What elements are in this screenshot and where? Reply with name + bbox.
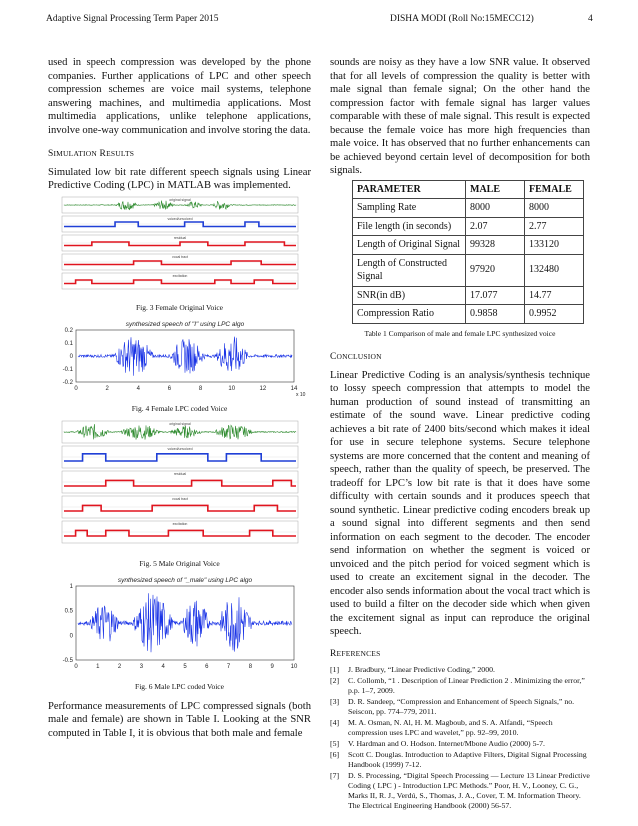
figure-3-female-original (48, 195, 311, 315)
section-heading-simulation-results: SIMULATION RESULTS (48, 149, 135, 159)
panel-label: residual (173, 235, 187, 240)
table-header-cell: FEMALE (525, 180, 584, 199)
table-cell: 8000 (466, 199, 525, 218)
x-tick-label: 8 (248, 663, 253, 670)
x-tick-label: 9 (270, 663, 274, 670)
figure-6-caption: Fig. 6 Male LPC coded Voice (135, 682, 224, 691)
x-tick-label: 4 (161, 663, 165, 670)
section-heading-references: REFERENCES (330, 648, 381, 659)
x-tick-label: 0 (74, 663, 78, 670)
y-tick-label: 0 (69, 632, 73, 639)
reference-item: [7] D. S. Processing, “Digital Speech Processing — Lecture 13 Linear Predictive Coding ( LPC ) - Introduction LPC Methods.” Poor, H. V., Looney, C. G., Marks II, R. J., Verdú, S., Thomas, J. A., Cover, T. M. Information Theory. The Electrical Engineering Handbook (2000) 56-57. (330, 771, 590, 810)
table-cell: Sampling Rate (353, 199, 466, 218)
table-header-cell: MALE (466, 180, 525, 199)
y-tick-label: 0.2 (64, 327, 73, 334)
table-cell: 132480 (525, 254, 584, 286)
table-cell: SNR(in dB) (353, 286, 466, 305)
reference-item: [2] C. Collomb, “1 . Description of Linear Prediction 2 . Minimizing the error,” p.p. 1–7, 2009. (330, 676, 585, 695)
left-column (48, 56, 311, 746)
figure-3-plot (48, 195, 311, 295)
y-tick-label: 0.5 (64, 608, 73, 615)
x-tick-label: 14 (290, 385, 298, 392)
figure-6-male-lpc (48, 574, 311, 694)
table-cell: 97920 (466, 254, 525, 286)
x-axis-exponent: x 10 (296, 391, 306, 396)
panel-label: original signal (169, 197, 191, 202)
y-tick-label: 0 (69, 353, 73, 360)
plot-title: synthesized speech of "_male" using LPC algo (117, 576, 253, 584)
table-cell: Compression Ratio (353, 305, 466, 324)
x-tick-label: 6 (167, 385, 172, 392)
intro-paragraph: used in speech compression was developed by the phone companies. Further applications of LPC and other speech compression schemes are voice mail systems, telephone answering machines, and multimedia applications. Most multimedia applications, unlike telephone applications, involve one-way communication and involve storing the data. (48, 57, 311, 136)
page-number: 4 (588, 14, 593, 24)
panel-label: original signal (169, 421, 191, 426)
figure-4-plot (48, 318, 311, 396)
table-row (353, 199, 584, 218)
table-caption: Table 1 Comparison of male and female LPC synthesized voice (364, 328, 556, 338)
figure-6-plot (48, 574, 311, 674)
table-cell: 2.77 (525, 217, 584, 236)
table-row (353, 236, 584, 255)
panel-label: excitation (172, 273, 188, 278)
x-tick-label: 10 (290, 663, 298, 670)
table-cell: 99328 (466, 236, 525, 255)
conclusion-paragraph: Linear Predictive Coding is an analysis/synthesis technique to lossy speech compression that attempts to model the human production of sound instead of transmitting an estimate of the sound wave. Linear predictive coding achieves a bit rate of 2400 bits/second which makes it ideal for use in secure telephone systems. Secure telephone systems are more concerned that the content and meaning of speech, rather than the quality of speech, be preserved. The tradeoff for LPC’s low bit rate is that it does have some difficulty with certain sounds and it produces speech that sound synthetic. Linear predictive coding encoders break up a sound signal into different segments and then send information on each segment to the decoder. The encoder send information on whether the segment is voiced or unvoiced and the pitch period for voiced segment which is used to create an excitement signal in the decoder. The encoder also sends information about the vocal tract which is used to build a filter on the decoder side which when given the excitement signal as input can reproduce the original speech. (330, 369, 590, 637)
table-cell: 2.07 (466, 217, 525, 236)
x-tick-label: 10 (228, 385, 236, 392)
table-header-row (353, 180, 584, 199)
x-tick-label: 4 (136, 385, 140, 392)
table-cell: 17.077 (466, 286, 525, 305)
reference-item: [5] V. Hardman and O. Hodson. Internet/Mbone Audio (2000) 5-7. (330, 739, 545, 748)
y-tick-label: 1 (69, 583, 73, 590)
figure-5-plot (48, 419, 311, 551)
closing-paragraph: Performance measurements of LPC compressed signals (both male and female) are shown in Table I. Looking at the SNR computed in Table I, it is obvious that both male and female (48, 700, 311, 739)
x-tick-label: 0 (74, 385, 78, 392)
table-row (353, 305, 584, 324)
running-header-left: Adaptive Signal Processing Term Paper 2015 (46, 14, 219, 24)
figure-3-caption: Fig. 3 Female Original Voice (135, 303, 223, 312)
table-row (353, 217, 584, 236)
running-header-author: DISHA MODI (Roll No:15MECC12) (390, 14, 534, 24)
x-tick-label: 1 (96, 663, 100, 670)
plot-title: synthesized speech of "I" using LPC algo (125, 320, 245, 328)
figure-5-caption: Fig. 5 Male Original Voice (139, 559, 220, 568)
table-cell: 0.9858 (466, 305, 525, 324)
y-tick-label: -0.2 (62, 379, 73, 386)
reference-item: [1] J. Bradbury, “Linear Predictive Coding,” 2000. (330, 665, 495, 674)
figure-5-male-original (48, 419, 311, 571)
x-tick-label: 3 (139, 663, 144, 670)
table-cell: Length of Constructed Signal (353, 254, 466, 286)
section-heading-conclusion: CONCLUSION (330, 352, 382, 362)
x-tick-label: 12 (259, 385, 267, 392)
x-tick-label: 5 (183, 663, 187, 670)
table-cell: 14.77 (525, 286, 584, 305)
table-cell: 8000 (525, 199, 584, 218)
table-row (353, 286, 584, 305)
panel-label: vocal tract (172, 254, 188, 259)
right-column (330, 56, 590, 812)
reference-list (330, 665, 590, 811)
x-tick-label: 2 (117, 663, 122, 670)
reference-item: [4] M. A. Osman, N. Al, H. M. Magboub, and S. A. Alfandi, “Speech compression uses LPC and wavelet,” pp. 92–99, 2010. (330, 718, 553, 737)
panel-label: voiced/unvoiced (167, 216, 193, 221)
table-header-cell: PARAMETER (353, 180, 466, 199)
simulation-paragraph: Simulated low bit rate different speech signals using Linear Predictive Coding (LPC) in MATLAB was implemented. (48, 166, 311, 191)
table-cell: Length of Original Signal (353, 236, 466, 255)
x-tick-label: 6 (205, 663, 209, 670)
panel-label: excitation (172, 521, 188, 526)
panel-label: vocal tract (172, 496, 188, 501)
comparison-table (352, 180, 584, 324)
y-tick-label: -0.5 (62, 657, 73, 664)
y-tick-label: -0.1 (62, 366, 73, 373)
figure-4-caption: Fig. 4 Female LPC coded Voice (131, 404, 228, 413)
x-tick-label: 7 (226, 663, 231, 670)
results-paragraph: sounds are noisy as they have a low SNR value. It observed that for all levels of compression the quality is better with male signal than female signal; On the other hand the compression factor with female signal has larger values comparable with these of male signal. This result is expected because the female voice has more high frequencies than male voice. It has observed that no further enhancements can be achieved beyond certain level of decomposition for both signals. (330, 57, 590, 176)
x-tick-label: 8 (198, 385, 203, 392)
panel-label: residual (173, 471, 187, 476)
table-cell: File length (in seconds) (353, 217, 466, 236)
table-cell: 0.9952 (525, 305, 584, 324)
x-tick-label: 2 (105, 385, 109, 392)
reference-item: [3] D. R. Sandeep, “Compression and Enhancement of Speech Signals,” no. Seiscon, pp. 774–779, 2011. (330, 697, 575, 716)
table-cell: 133120 (525, 236, 584, 255)
panel-label: voiced/unvoiced (167, 446, 193, 451)
table-row (353, 254, 584, 286)
figure-4-female-lpc (48, 318, 311, 416)
reference-item: [6] Scott C. Douglas. Introduction to Adaptive Filters, Digital Signal Processing Handbook (1999) 7-12. (330, 750, 587, 769)
y-tick-label: 0.1 (64, 340, 73, 347)
